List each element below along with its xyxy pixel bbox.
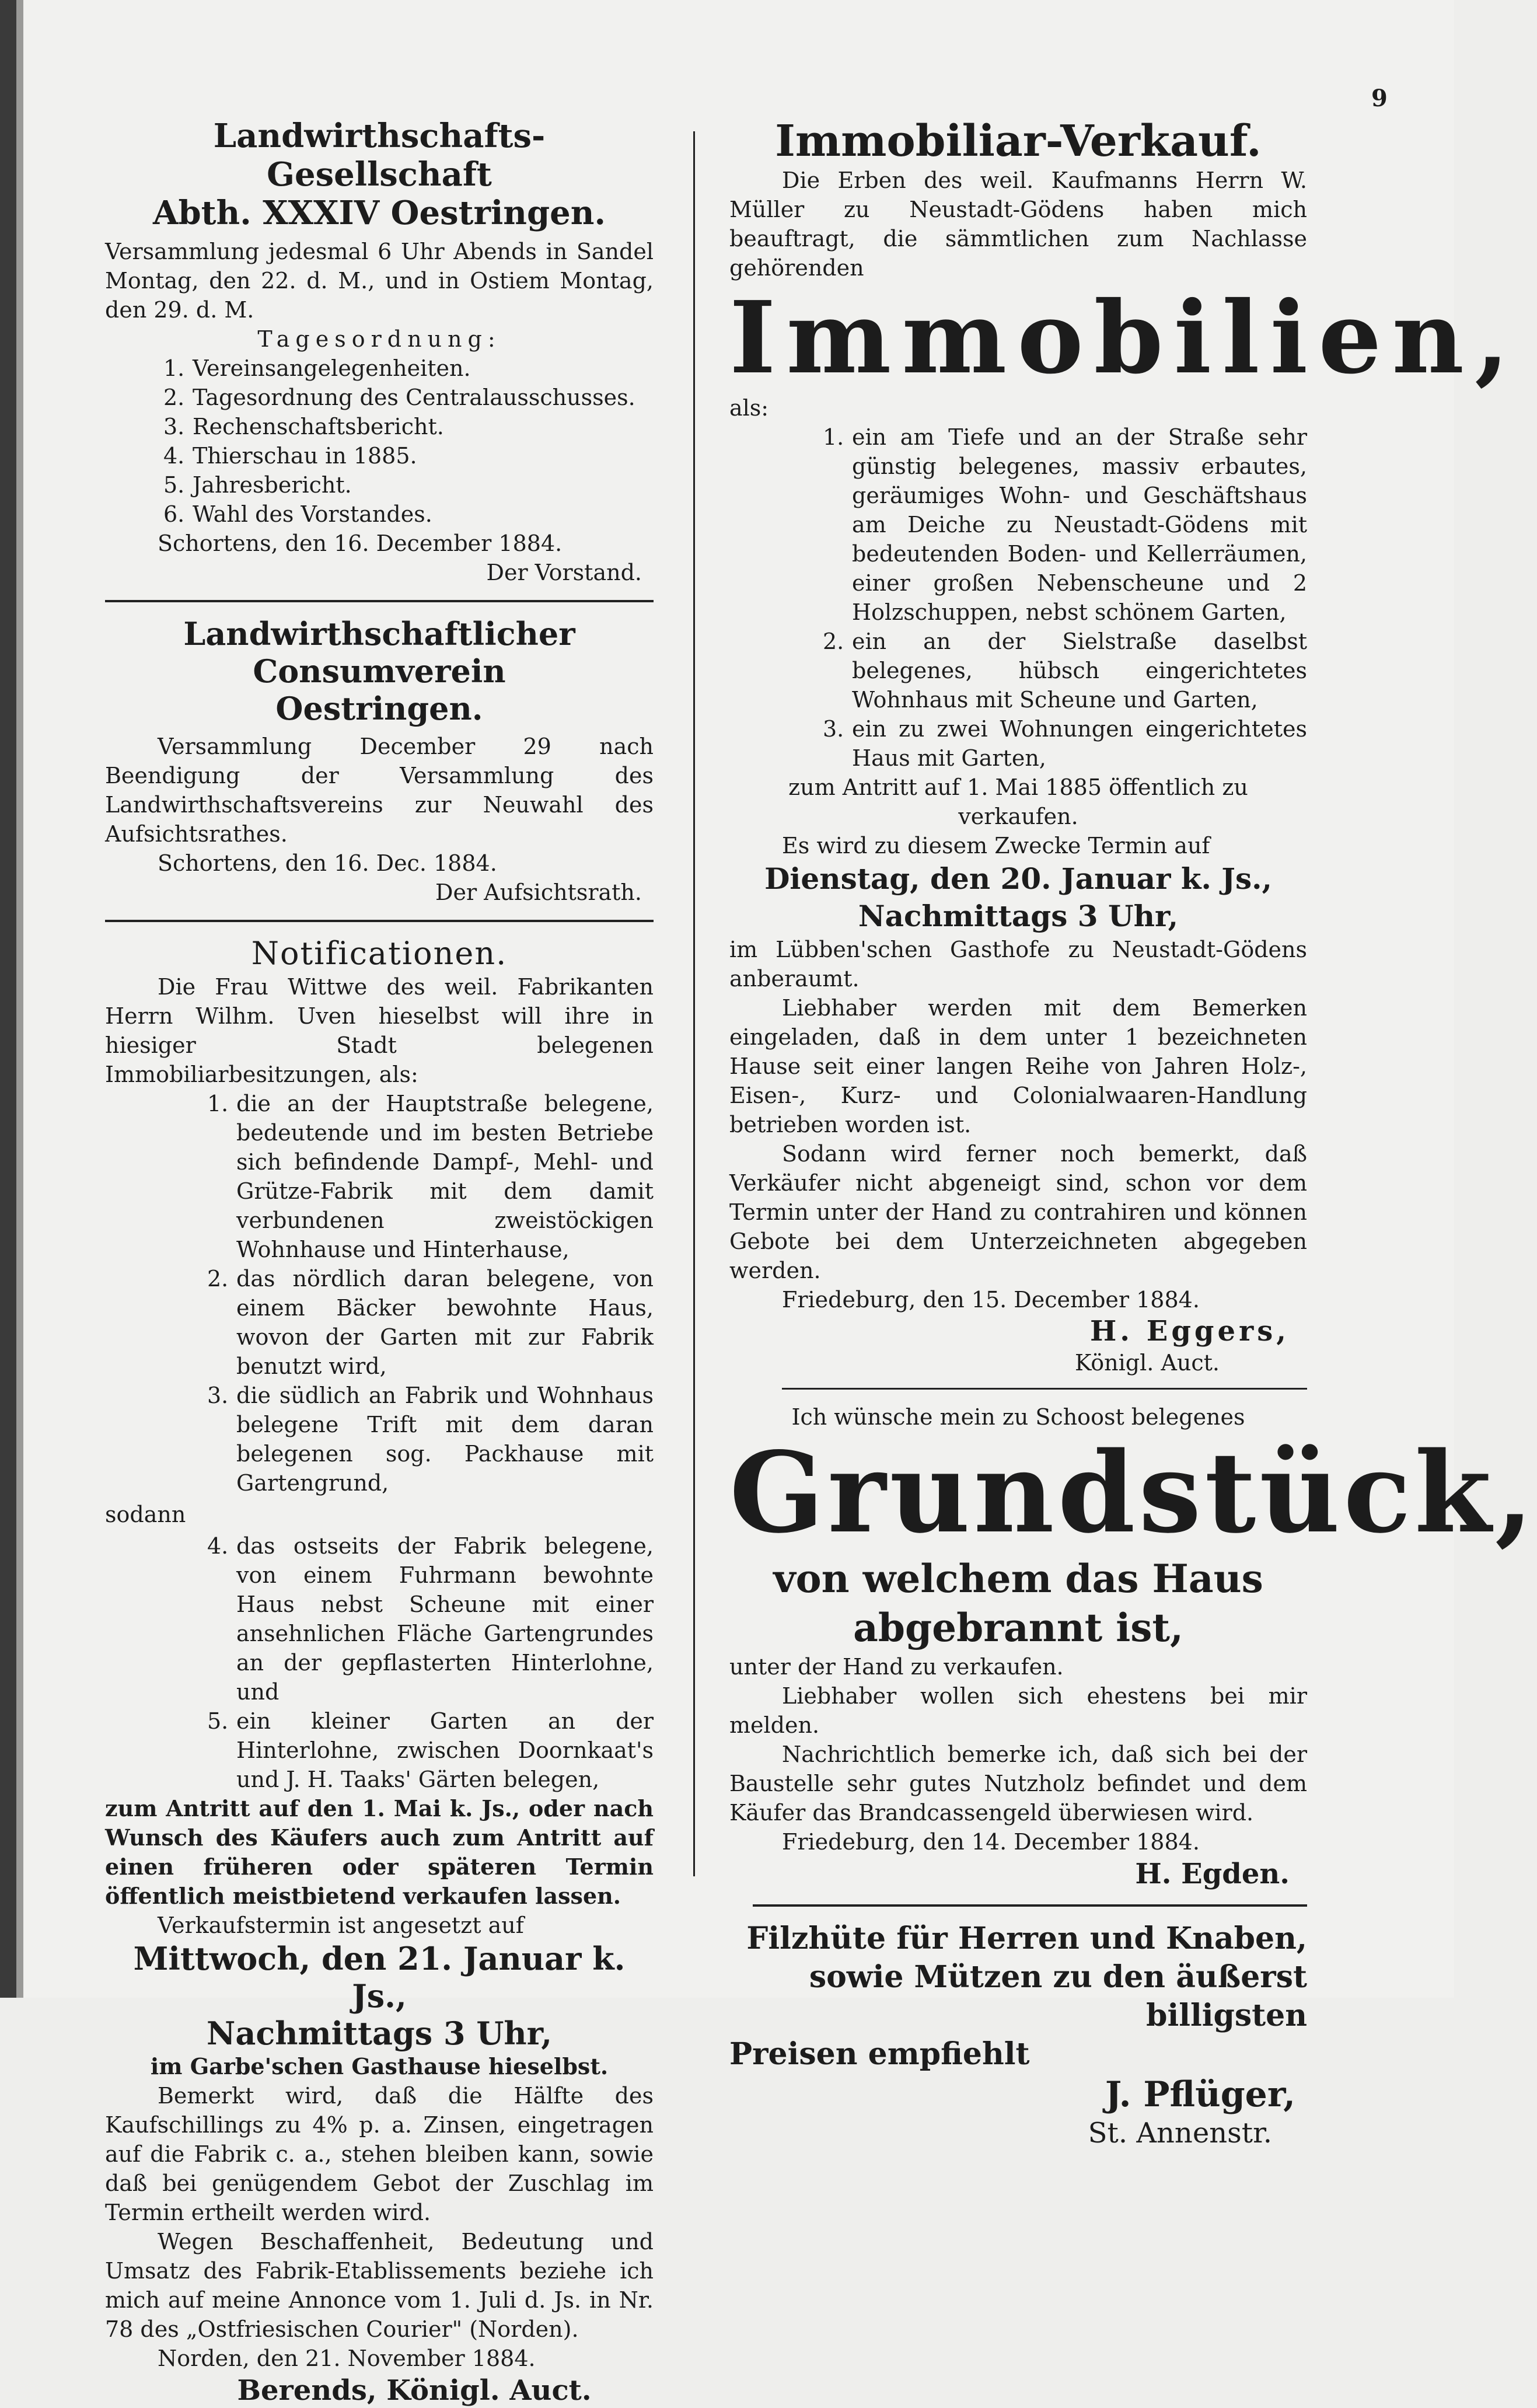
place-date: Friedeburg, den 15. December 1884.: [782, 1287, 1200, 1313]
list-item: 1. ein am Tiefe und an der Straße sehr günstig belegenes, massiv erbautes, geräumiges Wohn- und Geschäftshaus am Deiche zu Neustadt-Gödens mit bedeutenden Boden- und Kellerräumen, einer großen Nebenscheune und 2 Holzschuppen, nebst schönem Garten,: [823, 424, 1307, 625]
ad-big-headline: Immobilien,: [729, 280, 1520, 396]
agenda-item: 2. Tagesordnung des Centralausschusses.: [163, 385, 635, 410]
agenda-item: 6. Wahl des Vorstandes.: [163, 501, 432, 527]
ad-title: Landwirthschafts-Gesellschaft: [213, 117, 546, 194]
signature: H. Eggers,: [1089, 1315, 1290, 1348]
ad-grundstueck: [729, 1402, 1537, 1891]
list-item: 3. ein zu zwei Wohnungen eingerichtetes Haus mit Garten,: [823, 716, 1307, 771]
left-column: [105, 117, 654, 2408]
note: Bemerkt wird, daß die Hälfte des Kaufschillings zu 4% p. a. Zinsen, eingetragen auf die Fabrik c. a., stehen bleiben kann, sowie daß bei genügendem Gebot der Zuschlag im Termin ertheilt werden wird.: [105, 2083, 654, 2225]
place-date: Schortens, den 16. Dec. 1884.: [158, 850, 497, 876]
column-divider: [693, 131, 695, 1876]
signature: Der Aufsichtsrath.: [435, 880, 642, 905]
ad-consumverein: [105, 615, 654, 907]
ad-notificationen: [105, 935, 654, 2408]
ad-title: Immobiliar-Verkauf.: [775, 116, 1262, 166]
list-item: 5. ein kleiner Garten an der Hinterlohne, zwischen Doornkaat's und J. H. Taaks' Gärten belegen,: [207, 1708, 654, 1792]
ad-title: Landwirthschaftlicher Consumverein: [183, 615, 575, 690]
ad-subtitle: Abth. XXXIV Oestringen.: [153, 194, 606, 232]
als-label: als:: [729, 395, 769, 421]
divider-rule: [105, 920, 654, 922]
ad-subheadline: von welchem das Haus: [773, 1556, 1263, 1601]
ad-subtitle: Oestringen.: [275, 690, 483, 727]
ad-intro: Die Erben des weil. Kaufmanns Herrn W. Müller zu Neustadt-Gödens haben mich beauftragt, die sämmtlichen zum Nachlasse gehörenden: [729, 167, 1307, 281]
note: Liebhaber wollen sich ehestens bei mir melden.: [729, 1683, 1307, 1738]
ad-title: Notificationen.: [251, 935, 508, 972]
ad-landwirthschafts-gesellschaft: [105, 117, 654, 587]
ad-line: Filzhüte für Herren und Knaben,: [746, 1921, 1307, 1956]
scan-edge-dark: [0, 0, 16, 1998]
ad-intro: Versammlung jedesmal 6 Uhr Abends in Sandel Montag, den 22. d. M., und in Ostiem Montag, den 29. d. M.: [105, 239, 654, 323]
property-list: [729, 423, 1307, 773]
signature: H. Egden.: [1135, 1858, 1290, 1890]
termin-intro: Verkaufstermin ist angesetzt auf: [158, 1913, 524, 1938]
sale-terms: zum Antritt auf 1. Mai 1885 öffentlich zu verkaufen.: [788, 774, 1248, 829]
property-list-continued: [105, 1531, 654, 1794]
termin-place: im Lübben'schen Gasthofe zu Neustadt-Gödens anberaumt.: [729, 937, 1307, 992]
ad-body: Versammlung December 29 nach Beendigung der Versammlung des Landwirthschaftsvereins zur Neuwahl des Aufsichtsrathes.: [105, 734, 654, 847]
scan-edge-light: [16, 0, 23, 1998]
signature: Berends, Königl. Auct.: [237, 2374, 592, 2407]
termin-date: Mittwoch, den 21. Januar k. Js.,: [133, 1940, 626, 2015]
place-date: Friedeburg, den 14. December 1884.: [782, 1829, 1200, 1855]
ad-immobiliar-verkauf: [729, 116, 1520, 1377]
signature: J. Pflüger,: [1105, 2074, 1295, 2115]
agenda-item: 5. Jahresbericht.: [163, 472, 352, 498]
divider-rule: [782, 1388, 1307, 1390]
signature-title: Königl. Auct.: [1074, 1350, 1220, 1376]
ad-filzhuete: [729, 1920, 1307, 2151]
termin-place: im Garbe'schen Gasthause hieselbst.: [150, 2053, 609, 2079]
sale-terms: zum Antritt auf den 1. Mai k. Js., oder nach Wunsch des Käufers auch zum Antritt auf einen früheren oder späteren Termin öffentlich meistbietend verkaufen lassen.: [105, 1795, 654, 1909]
termin-date: Dienstag, den 20. Januar k. Js.,: [764, 861, 1272, 896]
agenda-item: 3. Rechenschaftsbericht.: [163, 414, 444, 439]
sale-terms: unter der Hand zu verkaufen.: [729, 1654, 1064, 1680]
sodann-label: sodann: [105, 1502, 186, 1527]
ad-line: Preisen empfiehlt: [729, 2036, 1030, 2072]
ad-subheadline: abgebrannt ist,: [853, 1605, 1183, 1650]
termin-time: Nachmittags 3 Uhr,: [206, 2015, 553, 2052]
agenda-item: 1. Vereinsangelegenheiten.: [163, 355, 471, 381]
property-list: [105, 1089, 654, 1498]
note: Sodann wird ferner noch bemerkt, daß Verkäufer nicht abgeneigt sind, schon vor dem Termin unter der Hand zu contrahiren und können Gebote bei dem Unterzeichneten abgegeben werden.: [729, 1141, 1307, 1283]
agenda-heading: Tagesordnung:: [257, 326, 501, 352]
list-item: 1. die an der Hauptstraße belegene, bedeutende und im besten Betriebe sich befindende Dampf-, Mehl- und Grütze-Fabrik mit dem damit verbundenen zweistöckigen Wohnhause und Hinterhause,: [207, 1091, 654, 1262]
page-number: 9: [1371, 85, 1388, 112]
termin-time: Nachmittags 3 Uhr,: [858, 899, 1179, 933]
termin-intro: Es wird zu diesem Zwecke Termin auf: [782, 833, 1210, 858]
signature: Der Vorstand.: [486, 560, 642, 585]
divider-rule: [753, 1904, 1307, 1907]
list-item: 4. das ostseits der Fabrik belegene, von einem Fuhrmann bewohnte Haus nebst Scheune mit einer ansehnlichen Fläche Gartengrundes an der gepflasterten Hinterlohne, und: [207, 1533, 654, 1705]
list-item: 2. ein an der Sielstraße daselbst belegenes, hübsch eingerichtetes Wohnhaus mit Scheune und Garten,: [823, 629, 1307, 713]
list-item: 3. die südlich an Fabrik und Wohnhaus belegene Trift mit dem daran belegenen sog. Packhause mit Gartengrund,: [207, 1383, 654, 1496]
newspaper-page: [23, 0, 1537, 2407]
place-date: Norden, den 21. November 1884.: [158, 2346, 536, 2371]
place-date: Schortens, den 16. December 1884.: [158, 531, 563, 556]
agenda-item: 4. Thierschau in 1885.: [163, 443, 417, 469]
list-item: 2. das nördlich daran belegene, von einem Bäcker bewohnte Haus, wovon der Garten mit zur Fabrik benutzt wird,: [207, 1266, 654, 1379]
note: Nachrichtlich bemerke ich, daß sich bei der Baustelle sehr gutes Nutzholz befindet und dem Käufer das Brandcassengeld überwiesen wird.: [729, 1742, 1307, 1826]
ad-intro: Die Frau Wittwe des weil. Fabrikanten Herrn Wilhm. Uven hieselbst will ihre in hiesiger Stadt belegenen Immobiliarbesitzungen, als:: [105, 974, 654, 1087]
ad-intro: Ich wünsche mein zu Schoost belegenes: [791, 1404, 1245, 1430]
right-column: [729, 116, 1537, 2151]
divider-rule: [105, 600, 654, 602]
ad-line: sowie Mützen zu den äußerst billigsten: [809, 1959, 1307, 2033]
agenda-list: [105, 354, 654, 529]
note: Liebhaber werden mit dem Bemerken eingeladen, daß in dem unter 1 bezeichneten Hause seit einer langen Reihe von Jahren Holz-, Eisen-, Kurz- und Colonialwaaren-Handlung betrieben worden ist.: [729, 995, 1307, 1137]
address: St. Annenstr.: [1088, 2117, 1272, 2149]
ad-big-headline: Grundstück,: [729, 1428, 1537, 1558]
note: Wegen Beschaffenheit, Bedeutung und Umsatz des Fabrik-Etablissements beziehe ich mich auf meine Annonce vom 1. Juli d. Js. in Nr. 78 des „Ostfriesischen Courier" (Norden).: [105, 2229, 654, 2342]
